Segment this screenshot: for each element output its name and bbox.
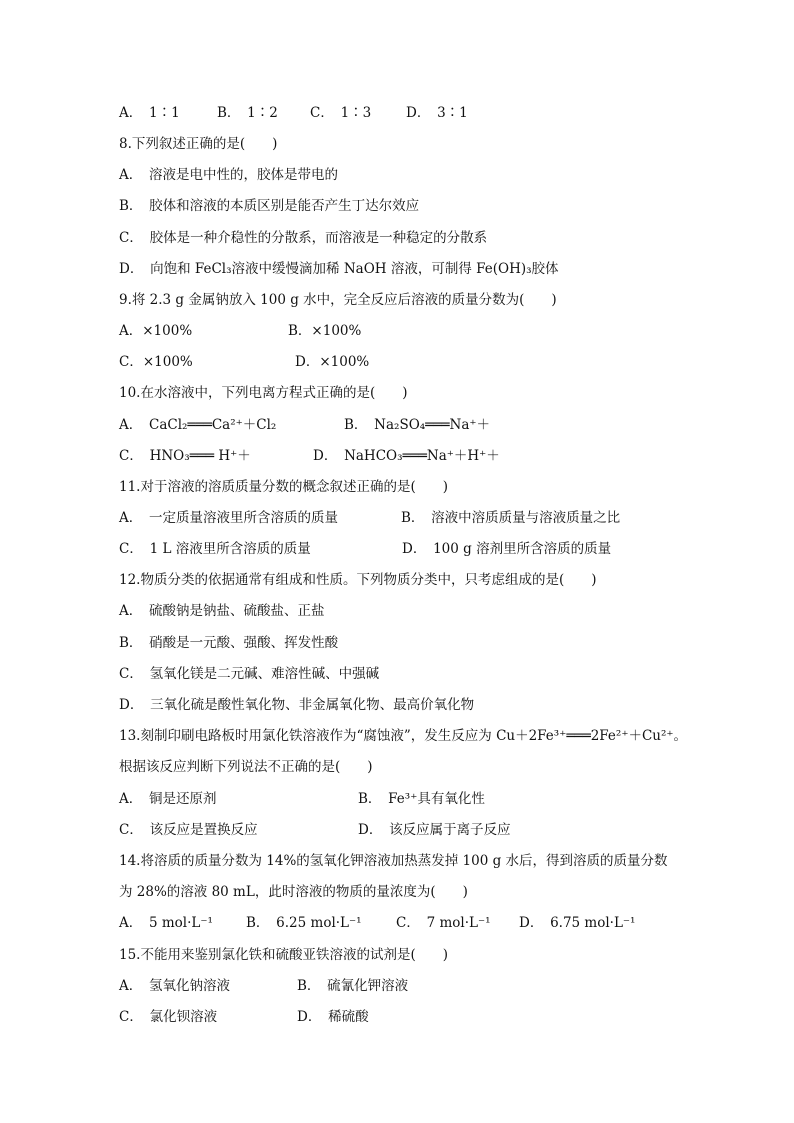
q12-option-d[interactable]: D． 三氧化硫是酸性氧化物、非金属氧化物、最高价氧化物 bbox=[119, 697, 475, 713]
q11-option-c[interactable]: C． 1 L 溶液里所含溶质的质量 bbox=[119, 541, 311, 557]
q8-option-d[interactable]: D． 向饱和 FeCl₃溶液中缓慢滴加稀 NaOH 溶液，可制得 Fe(OH)₃胶体 bbox=[119, 261, 559, 277]
q9-option-b[interactable]: B．×100% bbox=[288, 323, 362, 339]
q13-stem-line-1: 13.刻制印刷电路板时用氯化铁溶液作为“腐蚀液”，发生反应为 Cu＋2Fe³⁺═══2Fe²⁺＋Cu²⁺。 bbox=[119, 728, 688, 744]
q11-option-d[interactable]: D． 100 g 溶剂里所含溶质的质量 bbox=[402, 541, 612, 557]
q10-option-d[interactable]: D． NaHCO₃═══Na⁺＋H⁺＋ bbox=[313, 448, 500, 464]
q8-stem: 8.下列叙述正确的是( ) bbox=[119, 136, 278, 152]
q8-option-c[interactable]: C． 胶体是一种介稳性的分散系，而溶液是一种稳定的分散系 bbox=[119, 230, 488, 246]
q12-option-c[interactable]: C． 氢氧化镁是二元碱、难溶性碱、中强碱 bbox=[119, 666, 380, 682]
q8-option-b[interactable]: B． 胶体和溶液的本质区别是能否产生丁达尔效应 bbox=[119, 198, 420, 214]
q7-option-b[interactable]: B． 1∶2 bbox=[217, 105, 278, 121]
q13-option-b[interactable]: B． Fe³⁺具有氧化性 bbox=[358, 791, 485, 807]
q11-stem: 11.对于溶液的溶质质量分数的概念叙述正确的是( ) bbox=[119, 479, 449, 495]
q7-option-d[interactable]: D． 3∶1 bbox=[406, 105, 468, 121]
q15-option-a[interactable]: A． 氢氧化钠溶液 bbox=[119, 978, 230, 994]
q14-stem-line-2: 为 28%的溶液 80 mL，此时溶液的物质的量浓度为( ) bbox=[119, 884, 468, 900]
q15-option-d[interactable]: D． 稀硫酸 bbox=[297, 1009, 369, 1025]
q13-stem-line-2: 根据该反应判断下列说法不正确的是( ) bbox=[119, 759, 373, 775]
q10-option-c[interactable]: C． HNO₃═══ H⁺＋ bbox=[119, 448, 251, 464]
q13-option-d[interactable]: D． 该反应属于离子反应 bbox=[358, 822, 511, 838]
q10-option-a[interactable]: A． CaCl₂═══Ca²⁺＋Cl₂ bbox=[119, 417, 277, 433]
q9-option-d[interactable]: D．×100% bbox=[295, 354, 370, 370]
q9-option-c[interactable]: C．×100% bbox=[119, 354, 193, 370]
q7-option-c[interactable]: C． 1∶3 bbox=[310, 105, 372, 121]
q14-option-d[interactable]: D． 6.75 mol·L⁻¹ bbox=[519, 915, 636, 931]
q10-option-b[interactable]: B． Na₂SO₄═══Na⁺＋ bbox=[344, 417, 491, 433]
q9-stem: 9.将 2.3 g 金属钠放入 100 g 水中，完全反应后溶液的质量分数为( ) bbox=[119, 292, 557, 308]
q14-option-a[interactable]: A． 5 mol·L⁻¹ bbox=[119, 915, 213, 931]
q7-option-a[interactable]: A． 1∶1 bbox=[119, 105, 180, 121]
q15-option-b[interactable]: B． 硫氰化钾溶液 bbox=[297, 978, 409, 994]
q8-option-a[interactable]: A． 溶液是电中性的，胶体是带电的 bbox=[119, 167, 338, 183]
q15-option-c[interactable]: C． 氯化钡溶液 bbox=[119, 1009, 218, 1025]
q9-option-a[interactable]: A．×100% bbox=[119, 323, 193, 339]
q10-stem: 10.在水溶液中，下列电离方程式正确的是( ) bbox=[119, 385, 408, 401]
q11-option-a[interactable]: A． 一定质量溶液里所含溶质的质量 bbox=[119, 510, 338, 526]
q13-option-a[interactable]: A． 铜是还原剂 bbox=[119, 791, 217, 807]
q13-option-c[interactable]: C． 该反应是置换反应 bbox=[119, 822, 258, 838]
q15-stem: 15.不能用来鉴别氯化铁和硫酸亚铁溶液的试剂是( ) bbox=[119, 947, 449, 963]
q14-stem-line-1: 14.将溶质的质量分数为 14%的氢氧化钾溶液加热蒸发掉 100 g 水后，得到溶质的质量分数 bbox=[119, 853, 668, 869]
q14-option-c[interactable]: C． 7 mol·L⁻¹ bbox=[396, 915, 491, 931]
q14-option-b[interactable]: B． 6.25 mol·L⁻¹ bbox=[246, 915, 362, 931]
q11-option-b[interactable]: B． 溶液中溶质质量与溶液质量之比 bbox=[401, 510, 621, 526]
q12-option-a[interactable]: A． 硫酸钠是钠盐、硫酸盐、正盐 bbox=[119, 603, 325, 619]
q12-option-b[interactable]: B． 硝酸是一元酸、强酸、挥发性酸 bbox=[119, 635, 339, 651]
q12-stem: 12.物质分类的依据通常有组成和性质。下列物质分类中，只考虑组成的是( ) bbox=[119, 572, 597, 588]
